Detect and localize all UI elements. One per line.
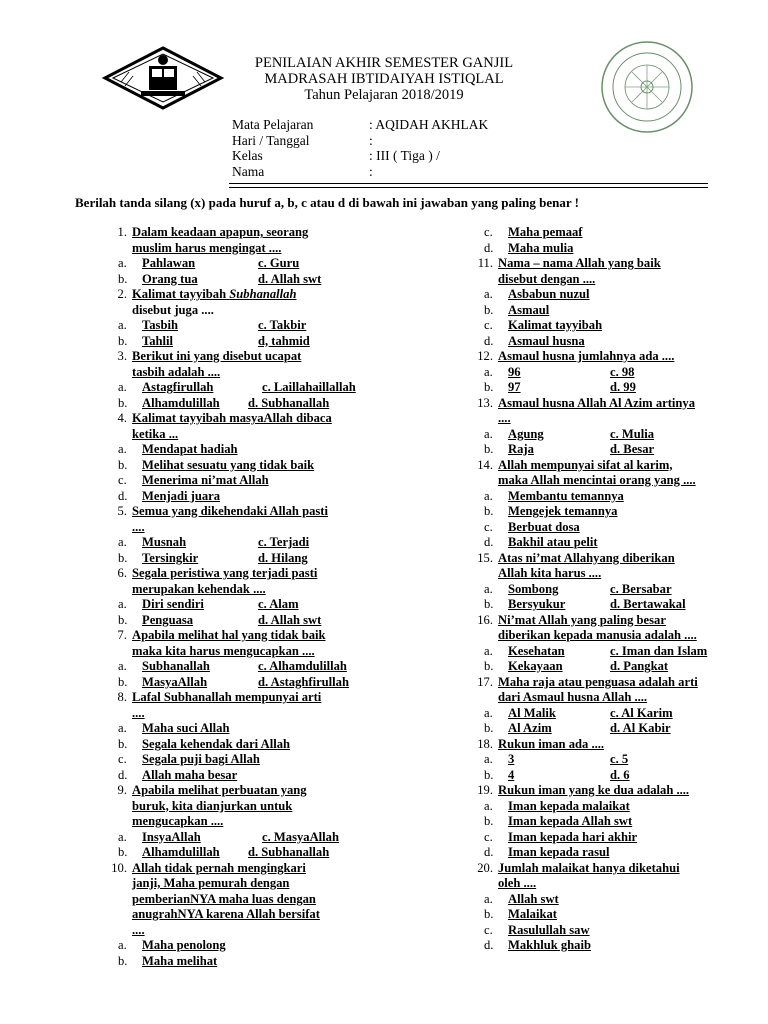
option-row: b. Orang tua d. Allah swt bbox=[118, 271, 322, 286]
info-label: Hari / Tanggal bbox=[232, 132, 310, 148]
option-c: c. Terjadi bbox=[258, 535, 310, 549]
option-d: d. Hilang bbox=[258, 550, 308, 565]
question-text-italic: Subhanallah bbox=[229, 287, 297, 301]
option: c. Berbuat dosa bbox=[484, 519, 580, 534]
question-text: disebut juga .... bbox=[132, 302, 214, 317]
question-text: dari Asmaul husna Allah .... bbox=[498, 690, 648, 704]
option-a: 3 bbox=[508, 752, 515, 766]
option-c: c. Guru bbox=[258, 256, 300, 270]
option-row: a. Kesehatan c. Iman dan Islam bbox=[484, 643, 708, 658]
option: c. Rasulullah saw bbox=[484, 922, 590, 937]
question-1: 1. Dalam keadaan apapun, seorang bbox=[117, 225, 309, 239]
option-c: c. MasyaAllah bbox=[262, 829, 339, 844]
question-text: tasbih adalah .... bbox=[132, 364, 221, 379]
option-a: Maha penolong bbox=[142, 938, 226, 952]
question-text: Asmaul husna Allah Al Azim artinya bbox=[498, 395, 695, 410]
question-text: .... bbox=[132, 922, 145, 937]
option-c: Maha pemaaf bbox=[508, 225, 583, 239]
option: a. Membantu temannya bbox=[484, 488, 624, 503]
exam-title: PENILAIAN AKHIR SEMESTER GANJIL bbox=[254, 55, 514, 71]
option: d. Asmaul husna bbox=[484, 333, 585, 348]
option-row: a. Al Malik c. Al Karim bbox=[484, 705, 673, 720]
option-row: a. Astagfirullah c. Laillahaillallah bbox=[118, 380, 356, 394]
option-c: c. Al Karim bbox=[610, 705, 673, 720]
question-text: .... bbox=[132, 519, 145, 534]
option: c. Maha pemaaf bbox=[484, 225, 583, 239]
option-a: Tasbih bbox=[142, 318, 178, 332]
question-text: Ni’mat Allah yang paling besar bbox=[498, 612, 666, 627]
question-text: Allah kita harus .... bbox=[498, 566, 602, 580]
option-a: Iman kepada malaikat bbox=[508, 798, 630, 813]
question-text: .... bbox=[498, 411, 511, 425]
option-d: d. Subhanallah bbox=[248, 845, 330, 859]
info-value: : bbox=[369, 163, 373, 179]
option: a. Allah swt bbox=[484, 891, 559, 906]
option-b: Kekayaan bbox=[508, 659, 563, 673]
instruction: Berilah tanda silang (x) pada huruf a, b, c atau d di bawah ini jawaban yang paling benar ! bbox=[75, 195, 579, 210]
option-b: Asmaul bbox=[508, 302, 550, 317]
option-c: c. 5 bbox=[610, 752, 629, 766]
question-12: 12. Asmaul husna jumlahnya ada .... bbox=[477, 349, 675, 363]
option: d. Menjadi juara bbox=[118, 488, 221, 503]
option-d: Makhluk ghaib bbox=[508, 938, 591, 952]
option-d: Iman kepada rasul bbox=[508, 845, 610, 859]
option-row: b. 97 d. 99 bbox=[484, 380, 636, 394]
option-b: Alhamdulillah bbox=[142, 845, 220, 859]
option-d: Asmaul husna bbox=[508, 333, 585, 348]
info-row-date bbox=[232, 133, 692, 149]
option: a. Asbabun nuzul bbox=[484, 287, 590, 301]
option-row: a. Musnah c. Terjadi bbox=[118, 535, 310, 549]
question-text: ketika ... bbox=[132, 426, 179, 441]
option-row: b. Tahlil d, tahmid bbox=[118, 333, 310, 348]
option-b: Alhamdulillah bbox=[142, 395, 220, 410]
question-16: 16. Ni’mat Allah yang paling besar bbox=[477, 612, 666, 627]
option-b: 97 bbox=[508, 380, 521, 394]
option-a: Allah swt bbox=[508, 891, 559, 906]
option-a: Pahlawan bbox=[142, 256, 196, 270]
option: b. Melihat sesuatu yang tidak baik bbox=[118, 457, 315, 472]
option-row: b. Al Azim d. Al Kabir bbox=[484, 721, 671, 735]
option-d: d. Astaghfirullah bbox=[258, 674, 349, 689]
option-d: d. Pangkat bbox=[610, 659, 669, 673]
question-6: 6. Segala peristiwa yang terjadi pasti bbox=[117, 566, 318, 580]
option-row: a. InsyaAllah c. MasyaAllah bbox=[118, 829, 339, 844]
option-row: a. Diri sendiri c. Alam bbox=[118, 597, 299, 611]
option-row: a. Tasbih c. Takbir bbox=[118, 318, 307, 332]
option-a: Musnah bbox=[142, 535, 187, 549]
question-text: Nama – nama Allah yang baik bbox=[498, 256, 661, 270]
question-9: 9. Apabila melihat perbuatan yang bbox=[117, 783, 307, 797]
option-row: b. Raja d. Besar bbox=[484, 442, 655, 456]
option-c: c. Bersabar bbox=[610, 581, 672, 596]
option-row: b. Alhamdulillah d. Subhanallah bbox=[118, 395, 330, 410]
question-15: 15. Atas ni’mat Allahyang diberikan bbox=[477, 550, 675, 565]
question-text: merupakan kehendak .... bbox=[132, 581, 266, 596]
option-a: 96 bbox=[508, 364, 521, 379]
question-text: mengucapkan .... bbox=[132, 814, 224, 828]
question-text: .... bbox=[132, 705, 145, 720]
option-c: Menerima ni’mat Allah bbox=[142, 473, 269, 487]
option-a: Diri sendiri bbox=[142, 597, 204, 611]
option-d: Maha mulia bbox=[508, 240, 574, 255]
option-a: Asbabun nuzul bbox=[508, 287, 590, 301]
student-info bbox=[232, 117, 692, 179]
option-c: Iman kepada hari akhir bbox=[508, 829, 638, 844]
option-d: d. Allah swt bbox=[258, 612, 322, 627]
question-text: Asmaul husna jumlahnya ada .... bbox=[498, 349, 675, 363]
question-7: 7. Apabila melihat hal yang tidak baik bbox=[117, 628, 326, 642]
question-text: oleh .... bbox=[498, 876, 537, 890]
option-d: d, tahmid bbox=[258, 333, 310, 348]
option-row: b. 4 d. 6 bbox=[484, 767, 630, 782]
option-d: d. 6 bbox=[610, 767, 630, 782]
question-text: maka Allah mencintai orang yang .... bbox=[498, 473, 696, 487]
option-b: Melihat sesuatu yang tidak baik bbox=[142, 457, 315, 472]
option-b: Iman kepada Allah swt bbox=[508, 814, 633, 828]
question-text: Dalam keadaan apapun, seorang bbox=[132, 225, 309, 239]
option-c: c. Alam bbox=[258, 597, 299, 611]
question-text: Maha raja atau penguasa adalah arti bbox=[498, 674, 698, 689]
option: b. Asmaul bbox=[484, 302, 550, 317]
question-11: 11. Nama – nama Allah yang baik bbox=[477, 256, 661, 270]
option: a. Maha suci Allah bbox=[118, 721, 230, 735]
option-c: c. 98 bbox=[610, 364, 635, 379]
option-c: Rasulullah saw bbox=[508, 922, 590, 937]
info-row-subject bbox=[232, 117, 692, 133]
academic-year: Tahun Pelajaran 2018/2019 bbox=[304, 87, 464, 103]
question-text: Segala peristiwa yang terjadi pasti bbox=[132, 566, 318, 580]
option-a: Maha suci Allah bbox=[142, 721, 230, 735]
option-row: a. 96 c. 98 bbox=[484, 364, 635, 379]
info-value: : AQIDAH AKHLAK bbox=[369, 117, 489, 132]
question-19: 19. Rukun iman yang ke dua adalah .... bbox=[477, 783, 690, 797]
school-name: MADRASAH IBTIDAIYAH ISTIQLAL bbox=[264, 71, 504, 87]
question-text: Apabila melihat hal yang tidak baik bbox=[132, 628, 326, 642]
question-text: Jumlah malaikat hanya diketahui bbox=[498, 860, 680, 875]
option-a: Sombong bbox=[508, 581, 559, 596]
question-text: maka kita harus mengucapkan .... bbox=[132, 643, 315, 658]
option-a: Astagfirullah bbox=[142, 380, 214, 394]
question-text: Apabila melihat perbuatan yang bbox=[132, 783, 307, 797]
question-text: anugrahNYA karena Allah bersifat bbox=[132, 907, 320, 921]
option-b: Al Azim bbox=[508, 721, 552, 735]
option: b. Mengejek temannya bbox=[484, 504, 618, 518]
question-text: Rukun iman yang ke dua adalah .... bbox=[498, 783, 690, 797]
question-4: 4. Kalimat tayyibah masyaAllah dibaca bbox=[117, 411, 332, 425]
question-text: disebut dengan .... bbox=[498, 271, 596, 286]
option-b: Malaikat bbox=[508, 907, 557, 921]
option-row: b. MasyaAllah d. Astaghfirullah bbox=[118, 674, 349, 689]
option-b: Bersyukur bbox=[508, 597, 566, 611]
option-d: Menjadi juara bbox=[142, 488, 221, 503]
question-8: 8. Lafal Subhanallah mempunyai arti bbox=[117, 690, 322, 704]
option-row: b. Bersyukur d. Bertawakal bbox=[484, 597, 686, 611]
question-2: 2. Kalimat tayyibah Subhanallah bbox=[117, 287, 297, 301]
question-10: 10. Allah tidak pernah mengingkari bbox=[111, 860, 306, 875]
question-14: 14. Allah mempunyai sifat al karim, bbox=[477, 457, 673, 472]
option-d: d. Al Kabir bbox=[610, 721, 671, 735]
question-5: 5. Semua yang dikehendaki Allah pasti bbox=[117, 504, 328, 518]
option-b: Penguasa bbox=[142, 612, 194, 627]
option-c: c. Mulia bbox=[610, 426, 655, 441]
option-row: a. Pahlawan c. Guru bbox=[118, 256, 300, 270]
option: b. Maha melihat bbox=[118, 953, 218, 968]
option-row: a. Subhanallah c. Alhamdulillah bbox=[118, 659, 347, 673]
option-a: Agung bbox=[508, 426, 544, 441]
option-row: a. Sombong c. Bersabar bbox=[484, 581, 672, 596]
option-c: Kalimat tayyibah bbox=[508, 318, 603, 332]
option-row: b. Kekayaan d. Pangkat bbox=[484, 659, 669, 673]
option-d: d. 99 bbox=[610, 380, 636, 394]
left-column bbox=[108, 225, 448, 969]
option-row: b. Penguasa d. Allah swt bbox=[118, 612, 322, 627]
question-text: muslim harus mengingat .... bbox=[132, 240, 282, 255]
option-d: d. Bertawakal bbox=[610, 597, 686, 611]
option-a: Mendapat hadiah bbox=[142, 442, 238, 456]
question-text: buruk, kita dianjurkan untuk bbox=[132, 798, 293, 813]
header-divider bbox=[229, 183, 708, 184]
option-a: InsyaAllah bbox=[142, 829, 201, 844]
question-20: 20. Jumlah malaikat hanya diketahui bbox=[477, 860, 680, 875]
option-d: d. Allah swt bbox=[258, 271, 322, 286]
option-b: Tersingkir bbox=[142, 550, 199, 565]
question-text: Berikut ini yang disebut ucapat bbox=[132, 349, 302, 363]
option-d: Bakhil atau pelit bbox=[508, 535, 598, 549]
option: b. Iman kepada Allah swt bbox=[484, 814, 633, 828]
option: a. Maha penolong bbox=[118, 938, 226, 952]
option-b: 4 bbox=[508, 767, 515, 782]
info-label: Mata Pelajaran bbox=[232, 117, 314, 132]
option-a: Al Malik bbox=[508, 705, 556, 720]
right-column bbox=[474, 225, 744, 954]
question-text: Allah tidak pernah mengingkari bbox=[132, 860, 306, 875]
option-d: Allah maha besar bbox=[142, 767, 238, 782]
question-text: Semua yang dikehendaki Allah pasti bbox=[132, 504, 328, 518]
question-text: Atas ni’mat Allahyang diberikan bbox=[498, 550, 675, 565]
option-a: Membantu temannya bbox=[508, 488, 624, 503]
question-3: 3. Berikut ini yang disebut ucapat bbox=[117, 349, 302, 363]
option-c: c. Alhamdulillah bbox=[258, 659, 347, 673]
option-row: a. Agung c. Mulia bbox=[484, 426, 655, 441]
option-b: MasyaAllah bbox=[142, 674, 208, 689]
question-text: Allah mempunyai sifat al karim, bbox=[498, 457, 673, 472]
option-a: Subhanallah bbox=[142, 659, 210, 673]
option: b. Segala kehendak dari Allah bbox=[118, 736, 291, 751]
option-d: d. Subhanallah bbox=[248, 395, 330, 410]
info-label: Kelas bbox=[232, 148, 263, 164]
option: c. Menerima ni’mat Allah bbox=[118, 473, 269, 487]
info-value: : III ( Tiga ) / bbox=[369, 148, 440, 164]
info-row-name bbox=[232, 164, 692, 180]
option-b: Mengejek temannya bbox=[508, 504, 618, 518]
option-b: Raja bbox=[508, 442, 534, 456]
option-b: Tahlil bbox=[142, 333, 174, 348]
option: a. Mendapat hadiah bbox=[118, 442, 238, 456]
option: d. Bakhil atau pelit bbox=[484, 535, 598, 549]
option-c: Segala puji bagi Allah bbox=[142, 752, 260, 766]
info-label: Nama bbox=[232, 163, 265, 179]
option: d. Iman kepada rasul bbox=[484, 845, 610, 859]
info-value: : bbox=[369, 132, 373, 148]
question-text: Kalimat tayyibah bbox=[132, 287, 230, 301]
option: c. Kalimat tayyibah bbox=[484, 318, 603, 332]
option-b: Orang tua bbox=[142, 271, 198, 286]
option: d. Maha mulia bbox=[484, 240, 574, 255]
option-row: a. 3 c. 5 bbox=[484, 752, 629, 766]
question-17: 17. Maha raja atau penguasa adalah arti bbox=[477, 674, 698, 689]
option: d. Allah maha besar bbox=[118, 767, 238, 782]
question-text: janji, Maha pemurah dengan bbox=[132, 876, 290, 890]
question-13: 13. Asmaul husna Allah Al Azim artinya bbox=[477, 395, 695, 410]
question-text: Rukun iman ada .... bbox=[498, 736, 605, 751]
option: c. Segala puji bagi Allah bbox=[118, 752, 260, 766]
question-18: 18. Rukun iman ada .... bbox=[477, 736, 605, 751]
option-b: Segala kehendak dari Allah bbox=[142, 736, 291, 751]
option-a: Kesehatan bbox=[508, 643, 565, 658]
question-text: Lafal Subhanallah mempunyai arti bbox=[132, 690, 322, 704]
option: c. Iman kepada hari akhir bbox=[484, 829, 638, 844]
option: a. Iman kepada malaikat bbox=[484, 798, 630, 813]
option-d: d. Besar bbox=[610, 442, 655, 456]
header-divider bbox=[229, 187, 708, 188]
option: b. Malaikat bbox=[484, 907, 557, 921]
option-row: b. Alhamdulillah d. Subhanallah bbox=[118, 845, 330, 859]
option-c: c. Iman dan Islam bbox=[610, 643, 708, 658]
question-text: Kalimat tayyibah masyaAllah dibaca bbox=[132, 411, 332, 425]
question-text: pemberianNYA maha luas dengan bbox=[132, 891, 316, 906]
option-c: c. Laillahaillallah bbox=[262, 380, 356, 394]
option-b: Maha melihat bbox=[142, 953, 218, 968]
question-text: diberikan kepada manusia adalah .... bbox=[498, 628, 697, 642]
option-row: b. Tersingkir d. Hilang bbox=[118, 550, 308, 565]
info-row-class bbox=[232, 148, 692, 164]
option-c: c. Takbir bbox=[258, 318, 307, 332]
option: d. Makhluk ghaib bbox=[484, 938, 591, 952]
option-c: Berbuat dosa bbox=[508, 519, 580, 534]
